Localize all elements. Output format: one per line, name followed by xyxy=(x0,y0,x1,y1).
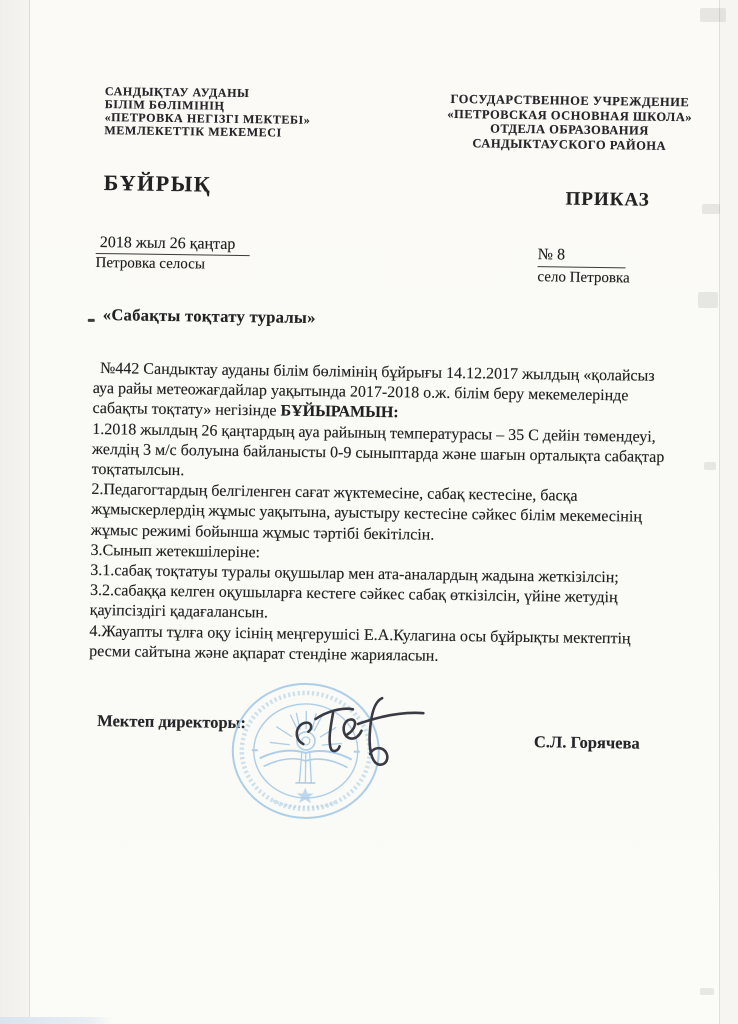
body-order-word: БҰЙЫРАМЫН: xyxy=(280,402,399,422)
body-paragraph: 2.Педагогтардың белгіленген сағат жүктемесіне, сабақ кестесіне, басқа жұмыскерлердің жұмыс уақытына, ауыстыру кестесіне сәйкес білім мекемесінің жұмыс режимі бойынша жұмыс тәртібі бекітілсін. xyxy=(90,481,643,544)
body-paragraph: 4.Жауапты тұлға оқу ісінің меңгерушісі Е.А.Кулагина осы бұйрықты мектептің ресми сайтына және ақпарат стендіне жарияласын. xyxy=(89,622,631,665)
letterhead-russian-line: «ПЕТРОВСКАЯ ОСНОВНАЯ ШКОЛА» xyxy=(447,106,693,124)
letterhead-kazakh-line: МЕМЛЕКЕТТІК МЕКЕМЕСІ xyxy=(104,123,282,140)
director-signature-autograph xyxy=(286,691,437,785)
letterhead-kazakh-line: «ПЕТРОВКА НЕГІЗГІ МЕКТЕБІ» xyxy=(104,110,311,127)
body-intro-text: №442 Сандыктау ауданы білім бөлімінің бұйрығы 14.12.2017 жылдың «қолайсыз ауа райы метеожағдайлар уақытында 2017-2018 о.ж. білім беру мекемелерінде сабақты тоқтату» негізінде xyxy=(92,360,655,420)
order-body xyxy=(89,359,673,670)
order-subject: «Сабақты тоқтату туралы» xyxy=(102,305,316,328)
body-paragraph: 3.2.сабаққа келген оқушыларға кестеге сәйкес сабақ өткізілсін, үйіне жетудің қауіпсіздігі қадағалансын. xyxy=(89,582,618,622)
letterhead-russian-line: САНДЫКТАУСКОГО РАЙОНА xyxy=(472,135,667,153)
letterhead-kazakh xyxy=(104,85,311,140)
signature-name: С.Л. Горячева xyxy=(533,732,640,753)
body-paragraph-intro xyxy=(92,359,673,428)
order-title-russian: ПРИКАЗ xyxy=(565,188,650,211)
order-date: 2018 жыл 26 қаңтар xyxy=(96,234,250,256)
order-title-kazakh: БҰЙРЫҚ xyxy=(103,170,212,197)
letterhead-russian-line: ГОСУДАРСТВЕННОЕ УЧРЕЖДЕНИЕ xyxy=(450,91,690,110)
place-russian: село Петровка xyxy=(537,269,630,287)
letterhead-russian xyxy=(423,92,716,154)
place-kazakh: Петровка селосы xyxy=(95,254,206,273)
order-number: № 8 xyxy=(538,246,626,268)
body-paragraph: 1.2018 жылдың 26 қаңтардың ауа райының температурасы – 35 С дейін төмендеуі, желдің 3 м/с болуына байланысты 0-9 сыныптарда және шағын орталықта сабақтар тоқтатылсын. xyxy=(91,420,665,480)
body-paragraph: 3.Сынып жетекшілеріне: xyxy=(90,541,261,562)
letterhead-kazakh-line: БІЛІМ БӨЛІМІНІҢ xyxy=(104,97,225,113)
letterhead-russian-line: ОТДЕЛА ОБРАЗОВАНИЯ xyxy=(490,121,649,138)
signature-label: Мектеп директоры: xyxy=(97,711,247,733)
margin-dash-mark xyxy=(88,319,95,322)
letterhead-kazakh-line: САНДЫҚТАУ АУДАНЫ xyxy=(104,84,250,101)
body-paragraph: 3.1.сабақ тоқтатуы туралы оқушылар мен ата-аналардың жадына жеткізілсін; xyxy=(90,561,619,587)
